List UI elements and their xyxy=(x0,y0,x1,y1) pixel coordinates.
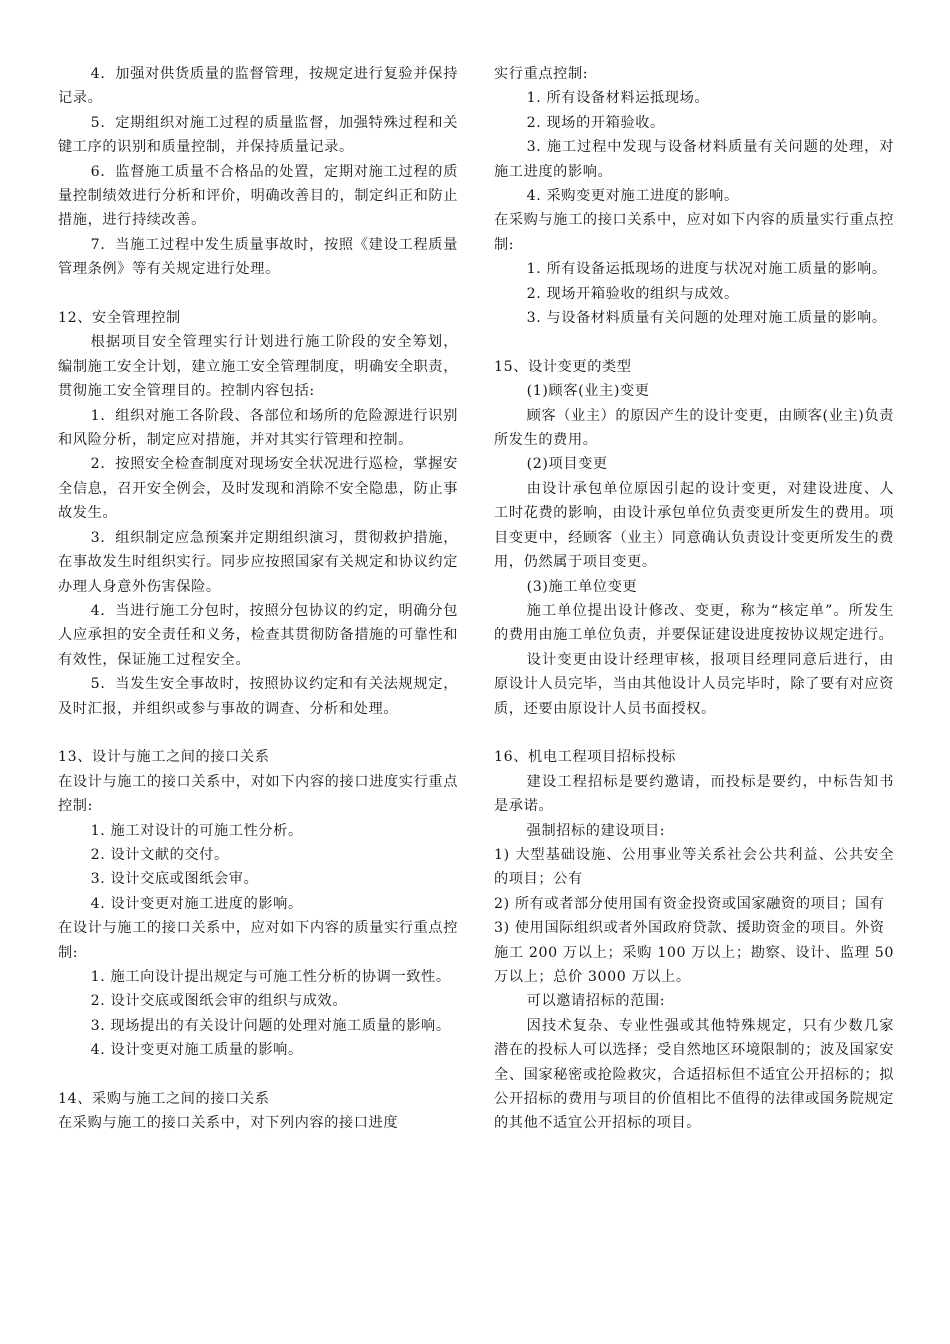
section-15-type-3-description: 施工单位提出设计修改、变更，称为“核定单”。所发生的费用由施工单位负责，并要保证建设进度按协议规定进行。 xyxy=(494,602,894,644)
section-16-forced-item-3: 3) 使用国际组织或者外国政府贷款、援助资金的项目。外资 xyxy=(494,920,885,937)
section-spacer xyxy=(58,282,458,306)
section-14-intro-progress-continued: 实行重点控制: xyxy=(494,66,589,82)
section-13-quality-item-3: 3. 现场提出的有关设计问题的处理对施工质量的影响。 xyxy=(90,1017,451,1034)
section-15-type-3: (3)施工单位变更 xyxy=(526,578,638,595)
section-14-intro-quality: 在采购与施工的接口关系中，应对如下内容的质量实行重点控制: xyxy=(494,212,894,253)
section-16-forced-bidding-title: 强制招标的建设项目: xyxy=(526,822,666,839)
section-16-intro: 建设工程招标是要约邀请，而投标是要约，中标告知书是承诺。 xyxy=(494,773,894,815)
section-13-quality-item-1: 1. 施工向设计提出规定与可施工性分析的协调一致性。 xyxy=(90,969,451,985)
paragraph-supply-item-7: 7．当施工过程中发生质量事故时，按照《建设工程质量管理条例》等有关规定进行处理。 xyxy=(58,236,458,278)
section-spacer xyxy=(58,1063,458,1087)
section-16-invite-description: 因技术复杂、专业性强或其他特殊规定，只有少数几家潜在的投标人可以选择；受自然地区环境限制的；波及国家安全、国家秘密或抢险救灾，合适招标但不适宜公开招标的；拟公开招标的费用与项目的价值相比不值得的法律或国务院规定的其他不适宜公开招标的项目。 xyxy=(494,1017,894,1132)
paragraph-supply-item-6: 6．监督施工质量不合格品的处置，定期对施工过程的质量控制绩效进行分析和评价，明确改善目的，制定纠正和防止措施，进行持续改善。 xyxy=(58,163,458,229)
section-16-thresholds: 施工 200 万以上；采购 100 万以上；勘察、设计、监理 50 万以上；总价 3000 万以上。 xyxy=(494,944,894,985)
section-12-item-1: 1．组织对施工各阶段、各部位和场所的危险源进行识别和风险分析，制定应对措施，并对其实行管理和控制。 xyxy=(58,407,458,449)
section-spacer xyxy=(494,721,894,745)
section-13-intro-progress: 在设计与施工的接口关系中，对如下内容的接口进度实行重点控制: xyxy=(58,773,458,815)
section-16-invite-bidding-title: 可以邀请招标的范围: xyxy=(526,993,666,1010)
section-13-progress-item-3: 3. 设计交底或图纸会审。 xyxy=(90,871,259,888)
section-14-progress-item-4: 4. 采购变更对施工进度的影响。 xyxy=(526,188,739,205)
paragraph-supply-item-4: 4．加强对供货质量的监督管理，按规定进行复验并保持记录。 xyxy=(58,66,458,107)
section-14-heading: 14、采购与施工之间的接口关系 xyxy=(58,1091,270,1108)
section-14-progress-item-2: 2. 现场的开箱验收。 xyxy=(526,114,665,131)
section-15-type-2: (2)项目变更 xyxy=(526,456,608,473)
section-14-progress-item-1: 1. 所有设备材料运抵现场。 xyxy=(526,90,710,107)
section-15-note: 设计变更由设计经理审核，报项目经理同意后进行，由原设计人员完毕，当由其他设计人员完毕时，除了要有对应资质，还要由原设计人员书面授权。 xyxy=(494,651,894,717)
section-16-forced-item-1: 1) 大型基础设施、公用事业等关系社会公共利益、公共安全的项目；公有 xyxy=(494,846,894,888)
section-13-progress-item-2: 2. 设计文献的交付。 xyxy=(90,846,229,863)
section-13-quality-item-4: 4. 设计变更对施工质量的影响。 xyxy=(90,1042,303,1059)
section-12-intro: 根据项目安全管理实行计划进行施工阶段的安全筹划，编制施工安全计划，建立施工安全管理制度，明确安全职责，贯彻施工安全管理目的。控制内容包括: xyxy=(58,334,458,400)
section-12-item-2: 2．按照安全检查制度对现场安全状况进行巡检，掌握安全信息，召开安全例会，及时发现和消除不安全隐患，防止事故发生。 xyxy=(58,456,458,522)
section-14-intro-progress: 在采购与施工的接口关系中，对下列内容的接口进度 xyxy=(58,1115,399,1132)
section-14-quality-item-3: 3. 与设备材料质量有关问题的处理对施工质量的影响。 xyxy=(526,310,887,327)
section-14-quality-item-2: 2. 现场开箱验收的组织与成效。 xyxy=(526,285,739,302)
section-13-heading: 13、设计与施工之间的接口关系 xyxy=(58,749,270,766)
section-15-type-1: (1)顾客(业主)变更 xyxy=(526,383,650,400)
paragraph-supply-item-5: 5．定期组织对施工过程的质量监督，加强特殊过程和关键工序的识别和质量控制，并保持质量记录。 xyxy=(58,114,458,156)
left-column xyxy=(58,62,458,1344)
section-spacer xyxy=(58,721,458,745)
section-12-item-5: 5．当发生安全事故时，按照协议约定和有关法规规定，及时汇报，并组织或参与事故的调查、分析和处理。 xyxy=(58,676,458,717)
section-13-progress-item-1: 1. 施工对设计的可施工性分析。 xyxy=(90,822,303,839)
right-column xyxy=(494,62,894,1344)
section-spacer xyxy=(494,330,894,354)
section-16-forced-item-2: 2) 所有或者部分使用国有资金投资或国家融资的项目；国有 xyxy=(494,895,885,912)
section-14-progress-item-3: 3. 施工过程中发现与设备材料质量有关问题的处理，对施工进度的影响。 xyxy=(494,139,894,180)
section-15-heading: 15、设计变更的类型 xyxy=(494,358,632,375)
section-12-item-4: 4．当进行施工分包时，按照分包协议的约定，明确分包人应承担的安全责任和义务，检查其贯彻防备措施的可靠性和有效性，保证施工过程安全。 xyxy=(58,602,458,668)
section-12-heading: 12、安全管理控制 xyxy=(58,310,181,327)
section-13-intro-quality: 在设计与施工的接口关系中，应对如下内容的质量实行重点控制: xyxy=(58,920,458,961)
section-14-quality-item-1: 1. 所有设备运抵现场的进度与状况对施工质量的影响。 xyxy=(526,261,887,278)
section-15-type-2-description: 由设计承包单位原因引起的设计变更，对建设进度、人工时花费的影响，由设计承包单位负责变更所发生的费用。项目变更中，经顾客（业主）同意确认负责设计变更所发生的费用，仍然属于项目变更。 xyxy=(494,480,894,571)
section-13-progress-item-4: 4. 设计变更对施工进度的影响。 xyxy=(90,895,303,912)
section-16-heading: 16、机电工程项目招标投标 xyxy=(494,749,676,766)
section-13-quality-item-2: 2. 设计交底或图纸会审的组织与成效。 xyxy=(90,993,348,1010)
section-15-type-1-description: 顾客（业主）的原因产生的设计变更，由顾客(业主)负责所发生的费用。 xyxy=(494,407,894,449)
section-12-item-3: 3．组织制定应急预案并定期组织演习，贯彻救护措施，在事故发生时组织实行。同步应按照国家有关规定和协议约定办理人身意外伤害保险。 xyxy=(58,529,458,595)
